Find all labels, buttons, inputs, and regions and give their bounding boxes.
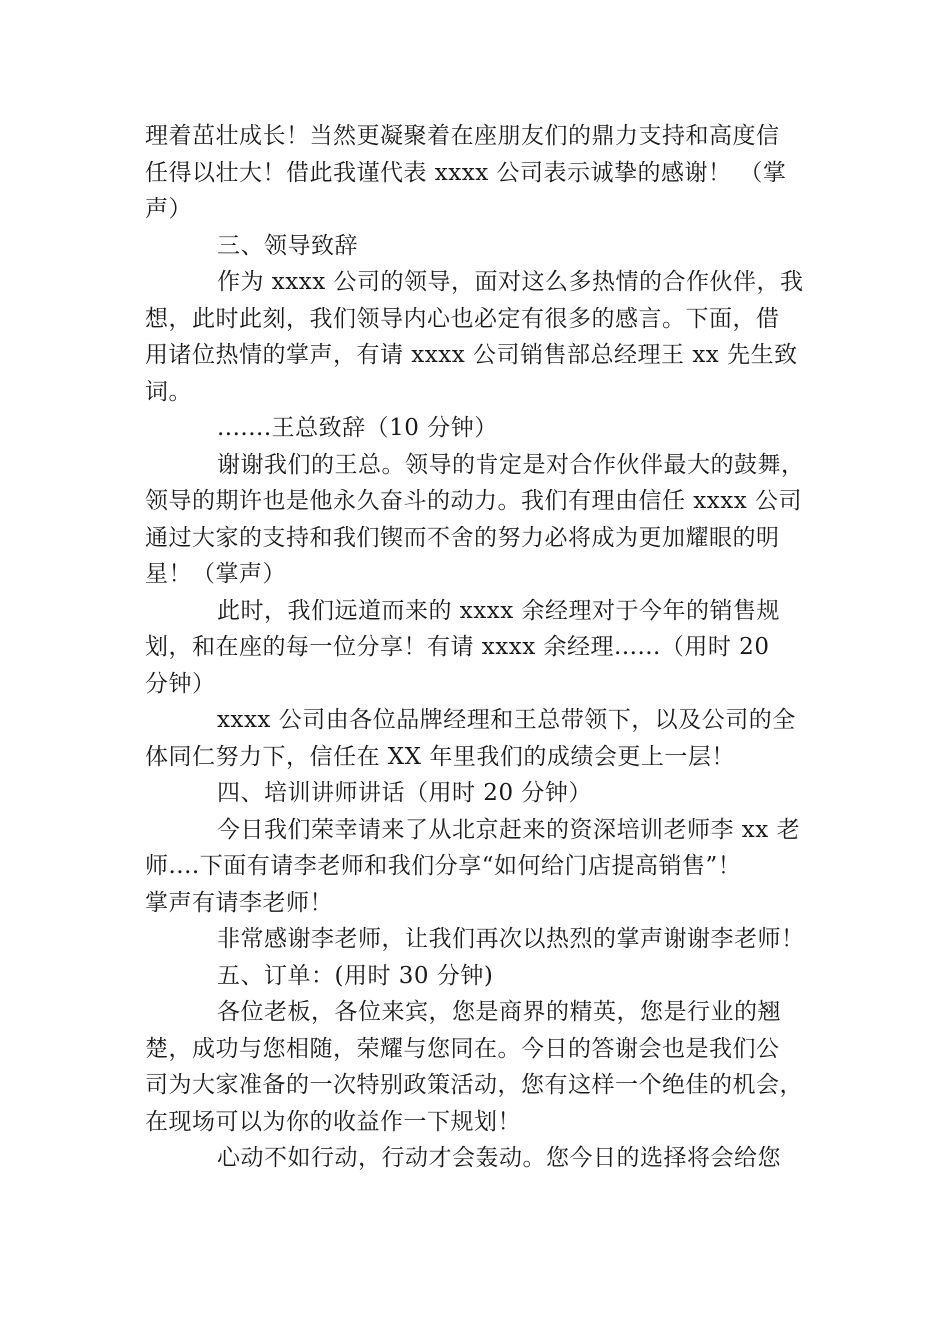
- text-line: 星！（掌声）: [145, 561, 286, 587]
- text-line: 非常感谢李老师，让我们再次以热烈的掌声谢谢李老师！: [217, 926, 805, 952]
- text-line: 此时，我们远道而来的 xxxx 余经理对于今年的销售规: [217, 597, 781, 624]
- text-line: 体同仁努力下，信任在 XX 年里我们的成绩会更上一层！: [145, 743, 735, 770]
- document-body: [145, 118, 805, 1177]
- text-line: 任得以壮大！借此我谨代表 xxxx 公司表示诚挚的感谢！ （掌: [145, 159, 787, 186]
- text-line: 分钟）: [145, 670, 216, 697]
- text-line: 今日我们荣幸请来了从北京赶来的资深培训老师李 xx 老: [217, 816, 801, 843]
- text-line: 各位老板，各位来宾，您是商界的精英，您是行业的翘: [217, 999, 781, 1025]
- text-line: 声）: [145, 196, 192, 222]
- text-line: 掌声有请李老师！: [145, 889, 333, 916]
- text-line: xxxx 公司由各位品牌经理和王总带领下，以及公司的全: [217, 707, 796, 733]
- text-line: 四、培训讲师讲话（用时 20 分钟）: [217, 780, 592, 806]
- text-line: 楚，成功与您相随，荣耀与您同在。今日的答谢会也是我们公: [145, 1035, 780, 1062]
- text-line: 作为 xxxx 公司的领导，面对这么多热情的合作伙伴，我: [217, 269, 804, 295]
- text-line: 心动不如行动，行动才会轰动。您今日的选择将会给您: [217, 1145, 781, 1171]
- text-line: 通过大家的支持和我们锲而不舍的努力必将成为更加耀眼的明: [145, 524, 780, 551]
- text-line: 谢谢我们的王总。领导的肯定是对合作伙伴最大的鼓舞，: [217, 451, 805, 478]
- text-line: 想，此时此刻，我们领导内心也必定有很多的感言。下面，借: [145, 305, 780, 332]
- text-line: 三、领导致辞: [217, 232, 358, 259]
- text-line: 师....下面有请李老师和我们分享“如何给门店提高销售”！: [145, 853, 742, 879]
- text-line: 司为大家准备的一次特别政策活动，您有这样一个绝佳的机会，: [145, 1072, 803, 1098]
- text-line: 理着茁壮成长！当然更凝聚着在座朋友们的鼎力支持和高度信: [145, 123, 780, 149]
- text-line: .......王总致辞（10 分钟）: [217, 415, 498, 441]
- text-line: 划，和在座的每一位分享！有请 xxxx 余经理......（用时 20: [145, 634, 770, 660]
- text-line: 用诸位热情的掌声，有请 xxxx 公司销售部总经理王 xx 先生致: [145, 342, 798, 368]
- text-line: 词。: [145, 378, 192, 405]
- text-line: 五、订单：(用时 30 分钟): [217, 962, 494, 989]
- text-line: 在现场可以为你的收益作一下规划！: [145, 1108, 521, 1135]
- text-line: 领导的期许也是他永久奋斗的动力。我们有理由信任 xxxx 公司: [145, 488, 803, 514]
